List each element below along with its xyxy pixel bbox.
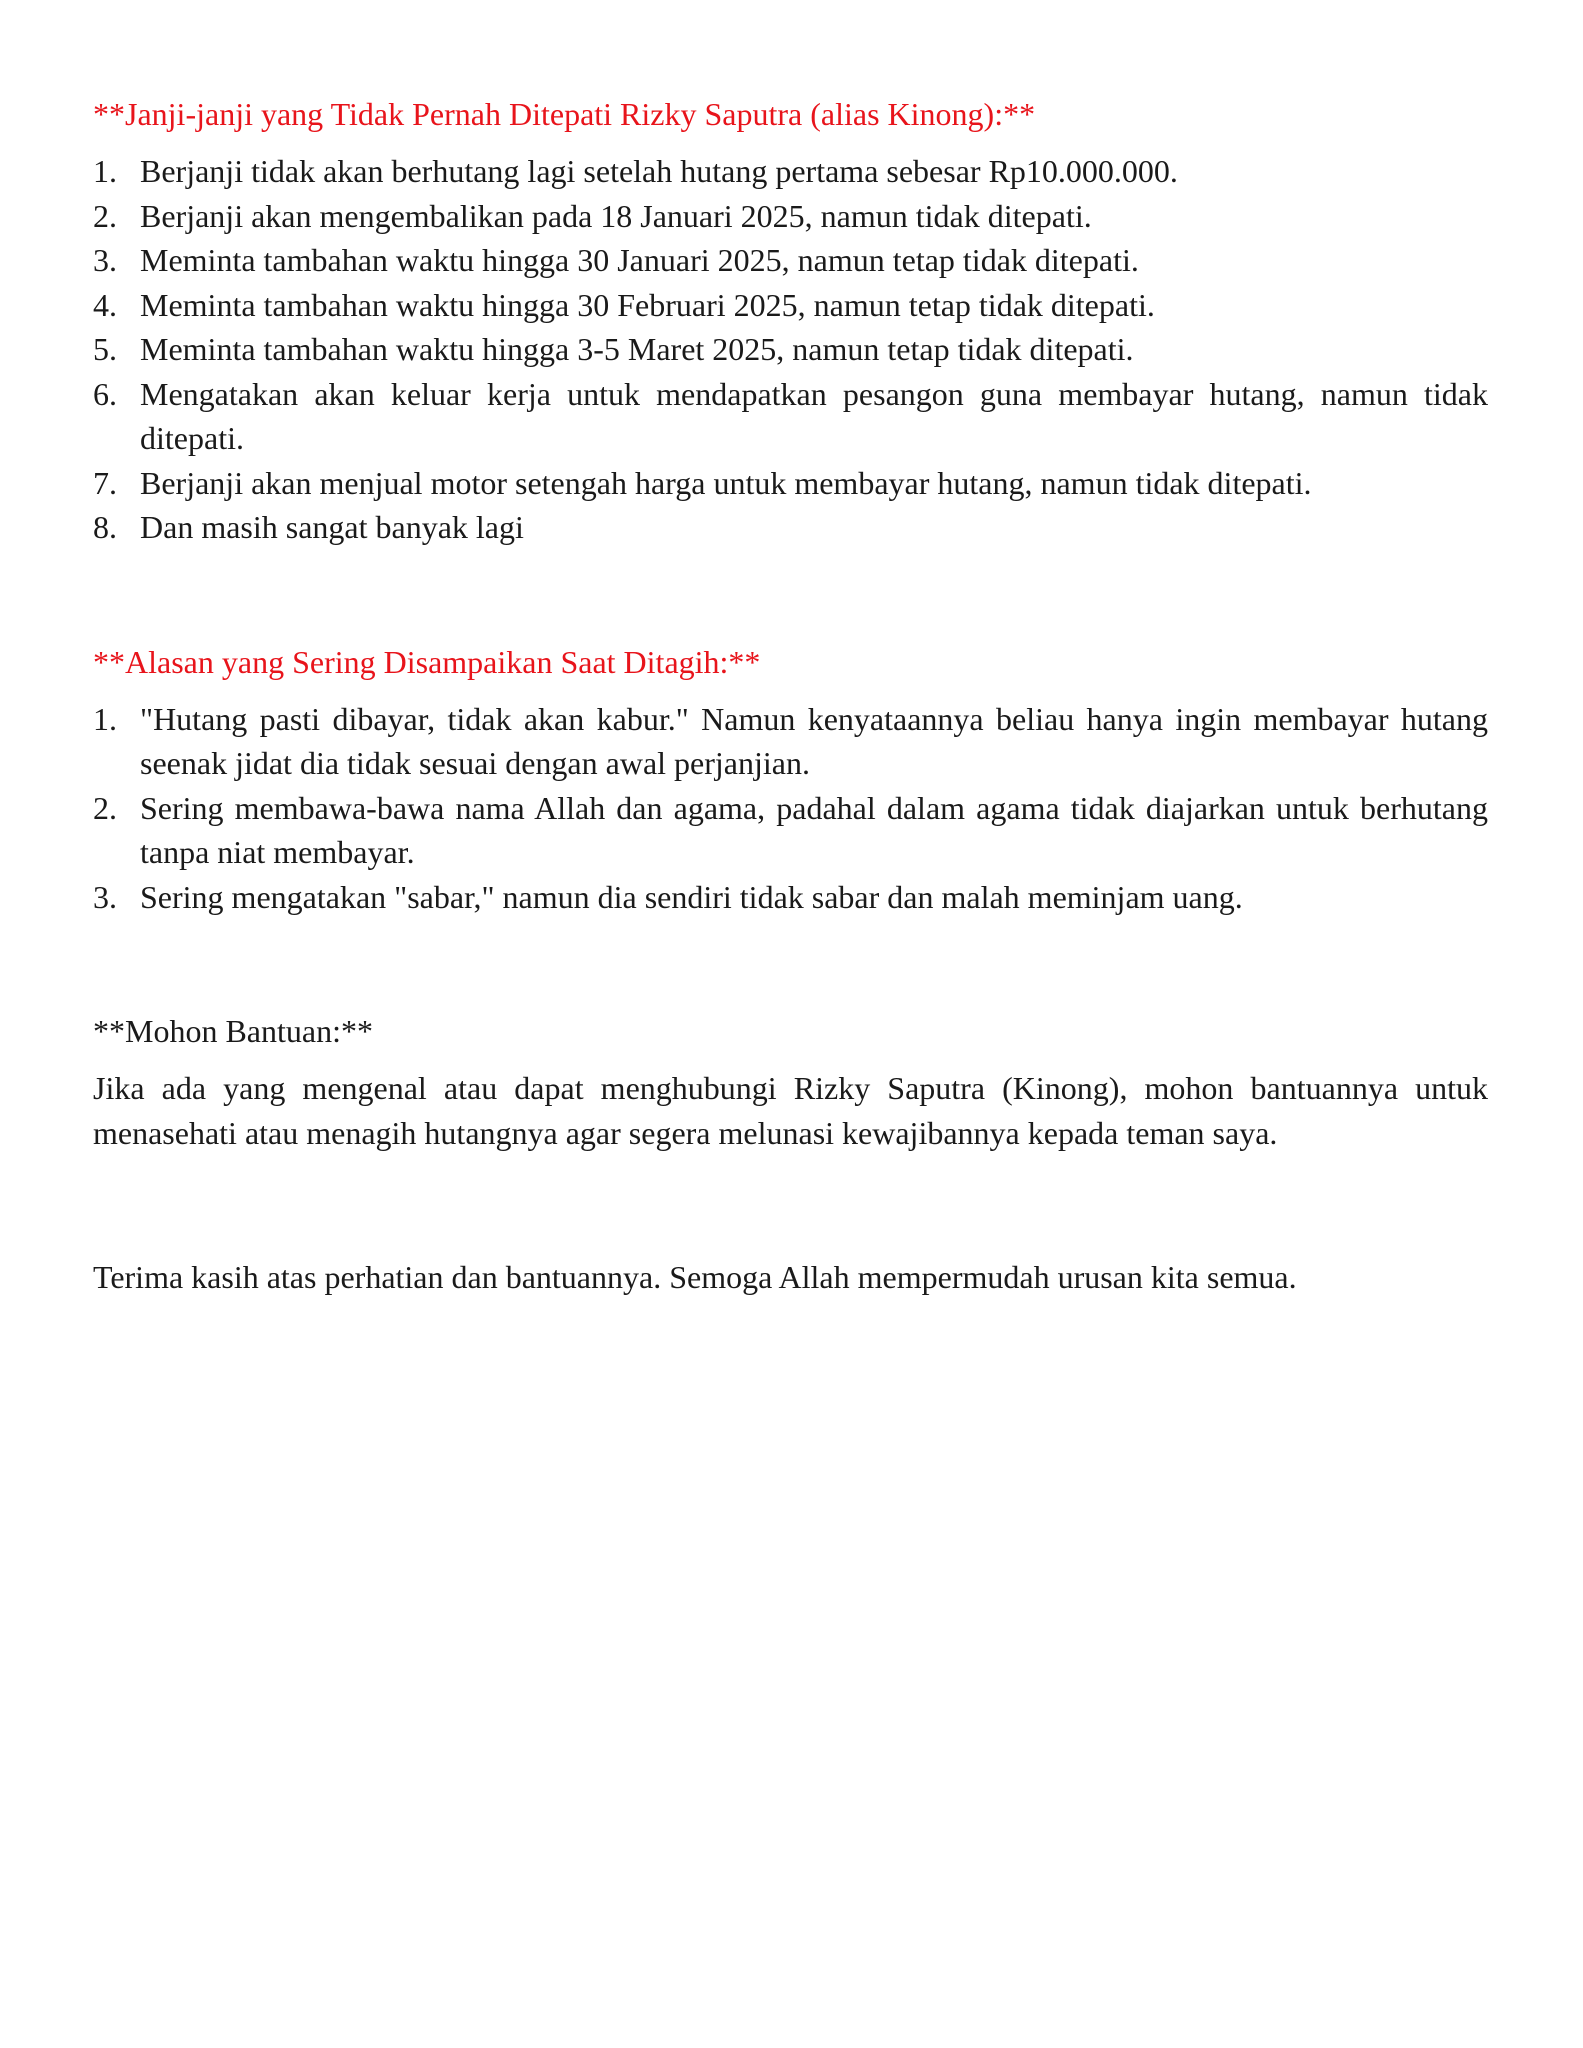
list-item-text: Berjanji akan mengembalikan pada 18 Januari 2025, namun tidak ditepati. [140,197,1092,234]
list-item-number: 1. [93,700,117,737]
list-item-number: 7. [93,464,117,501]
list-item [93,786,1488,875]
list-item-number: 3. [93,878,117,915]
list-item [93,238,1488,283]
promises-list [93,149,1488,550]
list-item [93,194,1488,239]
excuses-heading: **Alasan yang Sering Disampaikan Saat Ditagih:** [93,643,761,680]
list-item [93,149,1488,194]
help-heading: **Mohon Bantuan:** [93,1013,373,1049]
help-paragraph: Jika ada yang mengenal atau dapat menghubungi Rizky Saputra (Kinong), mohon bantuannya untuk menasehati atau menagih hutangnya agar segera melunasi kewajibannya kepada teman saya. [93,1070,1488,1151]
list-item-text: Meminta tambahan waktu hingga 30 Februari 2025, namun tetap tidak ditepati. [140,286,1155,323]
excuses-list [93,697,1488,920]
list-item [93,697,1488,786]
list-item-text: Berjanji tidak akan berhutang lagi setelah hutang pertama sebesar Rp10.000.000. [140,153,1178,189]
list-item-text: "Hutang pasti dibayar, tidak akan kabur." Namun kenyataannya beliau hanya ingin membayar hutang seenak jidat dia tidak sesuai dengan awal perjanjian. [140,700,1488,781]
list-item [93,461,1488,506]
list-item-number: 4. [93,286,117,323]
list-item-number: 5. [93,331,117,367]
list-item-text: Berjanji akan menjual motor setengah harga untuk membayar hutang, namun tidak ditepati. [140,464,1312,501]
promises-heading: **Janji-janji yang Tidak Pernah Ditepati Rizky Saputra (alias Kinong):** [93,96,1036,132]
list-item-text: Meminta tambahan waktu hingga 30 Januari 2025, namun tetap tidak ditepati. [140,242,1139,278]
list-item-number: 2. [93,789,117,826]
list-item-number: 2. [93,197,117,234]
list-item-text: Sering membawa-bawa nama Allah dan agama, padahal dalam agama tidak diajarkan untuk berhutang tanpa niat membayar. [140,789,1488,870]
list-item [93,283,1488,328]
closing-paragraph: Terima kasih atas perhatian dan bantuannya. Semoga Allah mempermudah urusan kita semua. [93,1259,1297,1295]
list-item [93,327,1488,372]
list-item-text: Sering mengatakan "sabar," namun dia sendiri tidak sabar dan malah meminjam uang. [140,878,1243,915]
list-item-number: 8. [93,509,117,545]
list-item [93,875,1488,920]
list-item-number: 3. [93,242,117,278]
list-item-text: Meminta tambahan waktu hingga 3-5 Maret 2025, namun tetap tidak ditepati. [140,331,1134,367]
list-item-text: Mengatakan akan keluar kerja untuk mendapatkan pesangon guna membayar hutang, namun tidak ditepati. [140,375,1488,456]
list-item [93,372,1488,461]
list-item [93,505,1488,550]
list-item-text: Dan masih sangat banyak lagi [140,509,524,545]
list-item-number: 1. [93,153,117,189]
document-page [93,92,1488,1300]
list-item-number: 6. [93,375,117,412]
